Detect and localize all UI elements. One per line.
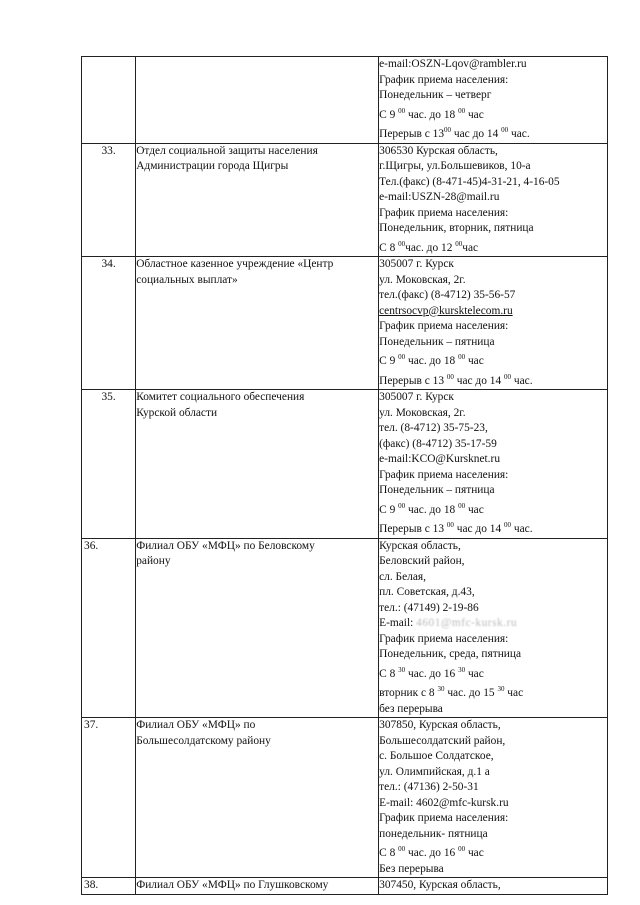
schedule-days: Понедельник – пятница — [379, 335, 495, 348]
schedule-days: Понедельник, среда, пятница — [379, 648, 522, 660]
faded-email: 4601@mfc-kursk.ru — [416, 617, 518, 629]
email-line: E-mail: 4601@mfc-kursk.ru — [379, 616, 607, 632]
contact-info: 306530 Курская область, г.Щигры, ул.Большевиков, 10-а Тел.(факс) (8-471-45)4-31-21, 4-16-05 e-mail:USZN-28@mail.ru График приема населения: Понедельник, вторник, пятница С 8 $^{00}$час. до 12 $^{00}$час — [379, 143, 608, 257]
institution-name: Филиал ОБУ «МФЦ» по Беловскому району — [136, 538, 379, 718]
contact-info: 305007 г. Курск ул. Моковская, 2г. тел. (8-4712) 35-75-23, (факс) (8-4712) 35-17-59 e-mail:KCO@Kursknet.ru График приема населения: Понедельник – пятница С 9 $^{00}$ час. до 18 $^{00}$ час Перерыв с 13 $^{00}$ час до 14 $^{00}$ час. — [379, 390, 608, 539]
row-number: 33. — [82, 143, 136, 257]
institutions-table — [81, 56, 608, 895]
schedule-days: Понедельник – четверг — [379, 89, 492, 101]
schedule-break: без перерыва — [379, 702, 443, 715]
email-line: e-mail:KCO@Kursknet.ru — [379, 453, 501, 465]
table-row — [82, 57, 608, 144]
schedule-break: Перерыв с $13^{00}$ час до 14 $^{00}$ час. — [379, 126, 530, 140]
institution-name: Филиал ОБУ «МФЦ» по Большесолдатскому району — [136, 718, 379, 878]
table-row — [82, 538, 608, 718]
institution-name: Областное казенное учреждение «Центр социальных выплат» — [136, 257, 379, 390]
contact-info: 305007 г. Курск ул. Моковская, 2г. тел.(факс) (8-4712) 35-56-57 centrsocvp@kursktelecom.ru График приема населения: Понедельник – пятница С 9 $^{00}$ час. до 18 $^{00}$ час Перерыв с 13 $^{00}$ час до 14 $^{00}$ час. — [379, 257, 608, 390]
row-number: 36. — [82, 538, 136, 718]
schedule-days: понедельник- пятница — [379, 827, 488, 840]
schedule-hours: С 9 $^{00}$ час. до 18 $^{00}$ час — [379, 353, 484, 367]
row-number — [82, 57, 136, 144]
table-row — [82, 718, 608, 878]
email-line: e-mail:USZN-28@mail.ru — [379, 191, 500, 203]
schedule-break: Перерыв с 13 $^{00}$ час до 14 $^{00}$ час. — [379, 372, 533, 387]
table-row — [82, 878, 608, 895]
schedule-days: Понедельник – пятница — [379, 484, 495, 496]
contact-info: 307850, Курская область, Большесолдатский район, с. Большое Солдатское, ул. Олимпийская, д.1 а тел.: (47136) 2-50-31 E-mail: 4602@mfc-kursk.ru График приема населения: понедельник- пятница С 8 $^{00}$ час. до 16 $^{00}$ час Без перерыва — [379, 718, 608, 878]
institution-name: Комитет социального обеспечения Курской области — [136, 390, 379, 539]
schedule-hours: С 9 $^{00}$ час. до 18 $^{00}$ час — [379, 501, 484, 516]
email-line: E-mail: 4602@mfc-kursk.ru — [379, 796, 509, 809]
row-number: 34. — [82, 257, 136, 390]
row-number: 35. — [82, 390, 136, 539]
schedule-header: График приема населения: — [379, 812, 509, 824]
schedule-break: Перерыв с 13 $^{00}$ час до 14 $^{00}$ час. — [379, 521, 533, 535]
contact-info: 307450, Курская область, — [379, 878, 608, 895]
institution-name: Филиал ОБУ «МФЦ» по Глушковскому — [136, 878, 379, 895]
schedule-hours-tuesday: вторник с 8 $^{30}$ час. до 15 $^{30}$ час — [379, 685, 524, 699]
email-link[interactable]: centrsocvp@kursktelecom.ru — [379, 304, 513, 317]
schedule-header: График приема населения: — [379, 320, 509, 332]
table-row — [82, 257, 608, 390]
schedule-hours: С 9 $^{00}$ час. до 18 $^{00}$ час — [379, 106, 484, 121]
table-row — [82, 390, 608, 539]
row-number: 38. — [82, 878, 136, 895]
institution-name — [136, 57, 379, 144]
table-row — [82, 143, 608, 257]
email-line: e-mail:OSZN-Lqov@rambler.ru — [379, 58, 527, 70]
schedule-header: График приема населения: — [379, 206, 509, 219]
schedule-hours: С 8 $^{00}$ час. до 16 $^{00}$ час — [379, 845, 484, 859]
contact-info — [379, 57, 608, 144]
schedule-break: Без перерыва — [379, 862, 444, 875]
schedule-hours: С 8 $^{30}$ час. до 16 $^{30}$ час — [379, 665, 484, 680]
schedule-days: Понедельник, вторник, пятница — [379, 222, 534, 234]
institution-name: Отдел социальной защиты населения Администрации города Щигры — [136, 143, 379, 257]
schedule-hours: С 8 $^{00}$час. до 12 $^{00}$час — [379, 239, 479, 254]
row-number: 37. — [82, 718, 136, 878]
contact-info: Курская область, Беловский район, сл. Белая, пл. Советская, д.43, тел.: (47149) 2-19-86 E-mail: 4601@mfc-kursk.ru График приема населения: Понедельник, среда, пятница С 8 $^{30}$ час. до 16 $^{30}$ час вторник с 8 $^{30}$ час. до 15 $^{30}$ час без перерыва — [379, 538, 608, 718]
schedule-header: График приема населения: — [379, 632, 509, 645]
schedule-header: График приема населения: — [379, 73, 509, 86]
schedule-header: График приема населения: — [379, 468, 509, 481]
